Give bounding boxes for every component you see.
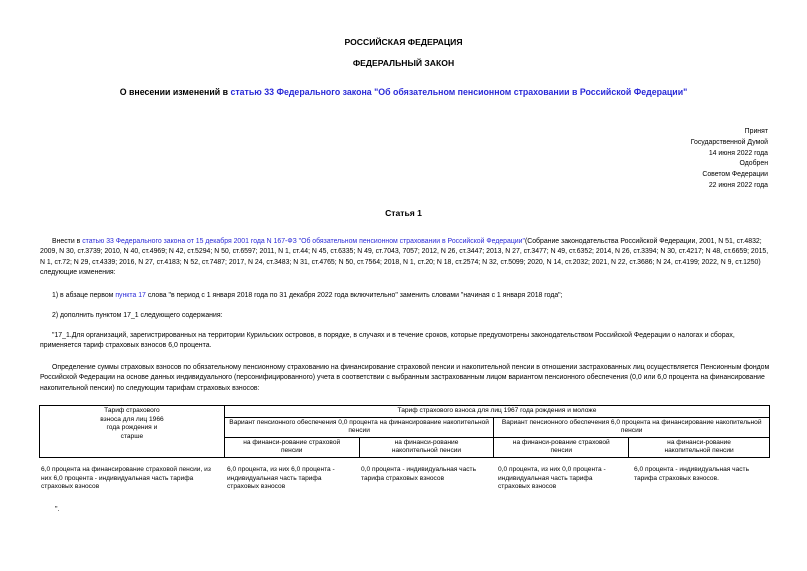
law-title	[0, 87, 807, 97]
header-younger-cohort: Тариф страхового взноса для лиц 1967 года рождения и моложе	[224, 406, 769, 418]
sub-header-insurance-b: на финанси-рование страховой пенсии	[494, 437, 629, 457]
row-cell-funded-a: 0,0 процента - индивидуальная часть тарифа страховых взносов	[361, 466, 477, 482]
closing-quote-mark: ".	[55, 506, 60, 513]
article-paragraph-3: 2) дополнить пунктом 17_1 следующего содержания:	[52, 312, 223, 319]
p1-rest: (Собрание законодательства Российской Федерации, 2001, N 51, ст.4832; 2009, N 30, ст.3739; 2010, N 40, ст.4969; N 42, ст.5294; N 50, ст.6597; 2011, N 1, ст.44; N 45, ст.6335; N 49, ст.7043, 7057; 2012, N 26, ст.3447; 2013, N 27, ст.3477; N 49, ст.6352; 2014, N 26, ст.3394; N 30, ст.4217; N 48, ст.6659; 2015, N 1, ст.72; N 29, ст.4339; 2016, N 27, ст.4183; N 52, ст.7487; 2017, N 24, ст.3483; N 31, ст.4765; N 50, ст.7564; 2018, N 1, ст.20; N 18, ст.2574; N 32, ст.5099; 2020, N 14, ст.2032; 2021, N 22, ст.3686; N 24, ст.4199; 2022, N 9, ст.1250) следующие изменения:	[40, 238, 769, 277]
article-paragraph-2	[52, 291, 772, 301]
row-cell-insurance-a: 6,0 процента, из них 6,0 процента - индивидуальная часть тарифа страховых взносов	[227, 466, 335, 491]
tariff-table	[39, 405, 770, 458]
p1-prefix: Внести в	[52, 238, 83, 245]
law-type-heading: ФЕДЕРАЛЬНЫЙ ЗАКОН	[352, 58, 455, 68]
row-cell-older: 6,0 процента на финансирование страховой пенсии, из них 6,0 процента - индивидуальная часть тарифа страховых взносов	[41, 466, 211, 491]
article-heading: Статья 1	[385, 208, 422, 218]
row-cell-funded-b: 6,0 процента - индивидуальная часть тарифа страховых взносов.	[634, 466, 750, 482]
adoption-line-6: 22 июня 2022 года	[708, 181, 768, 189]
article-paragraph-1	[40, 237, 770, 279]
header-variant-0: Вариант пенсионного обеспечения 0,0 процента на финансирование накопительной пенсии	[224, 417, 494, 437]
row-cell-insurance-b: 0,0 процента, из них 0,0 процента - индивидуальная часть тарифа страховых взносов	[498, 466, 606, 491]
article-paragraph-5: Определение суммы страховых взносов по обязательному пенсионному страхованию на финансирование страховой пенсии и накопительной пенсии в отношении застрахованных лиц осуществляется Пенсионным фондом Российской Федерации на основе данных индивидуального (персонифицированного) учета в соответствии с выбранным застрахованным лицом вариантом пенсионного обеспечения (0,0 или 6,0 процента на финансирование накопительной пенсии) по следующим тарифам страховых взносов:	[40, 364, 770, 392]
sub-header-insurance-a: на финанси-рование страховой пенсии	[224, 437, 359, 457]
adoption-line-5: Советом Федерации	[702, 171, 768, 179]
p2-prefix: 1) в абзаце первом	[52, 292, 116, 299]
p1-law-link[interactable]: статью 33 Федерального закона от 15 декабря 2001 года N 167-ФЗ "Об обязательном пенсионном страховании в Российской Федерации"	[82, 238, 525, 245]
country-heading: РОССИЙСКАЯ ФЕДЕРАЦИЯ	[344, 37, 463, 47]
p2-rest: слова "в период с 1 января 2018 года по 31 декабря 2022 года включительно" заменить словами "начиная с 1 января 2018 года";	[145, 292, 563, 299]
law-title-link[interactable]: статью 33 Федерального закона "Об обязательном пенсионном страховании в Российской Федерации"	[230, 87, 688, 97]
sub-header-funded-b: на финанси-рование накопительной пенсии	[629, 437, 770, 457]
law-title-prefix: О внесении изменений в	[119, 87, 231, 97]
header-variant-6: Вариант пенсионного обеспечения 6,0 процента на финансирование накопительной пенсии	[494, 417, 770, 437]
p2-clause-link[interactable]: пункта 17	[115, 292, 146, 299]
article-paragraph-4: "17_1.Для организаций, зарегистрированных на территории Курильских островов, в порядке, в случаях и в течение сроков, которые предусмотрены законодательством Российской Федерации о налогах и сборах, применяется тариф страховых взносов 6,0 процента.	[40, 332, 735, 350]
adoption-block	[568, 127, 768, 192]
sub-header-funded-a: на финанси-рование накопительной пенсии	[359, 437, 494, 457]
adoption-line-4: Одобрен	[739, 160, 768, 168]
adoption-line-3: 14 июня 2022 года	[708, 149, 768, 157]
header-older-cohort: Тариф страхового взноса для лиц 1966 года рождения и старше	[40, 406, 225, 458]
adoption-line-2: Государственной Думой	[690, 138, 768, 146]
adoption-line-1: Принят	[744, 128, 768, 135]
